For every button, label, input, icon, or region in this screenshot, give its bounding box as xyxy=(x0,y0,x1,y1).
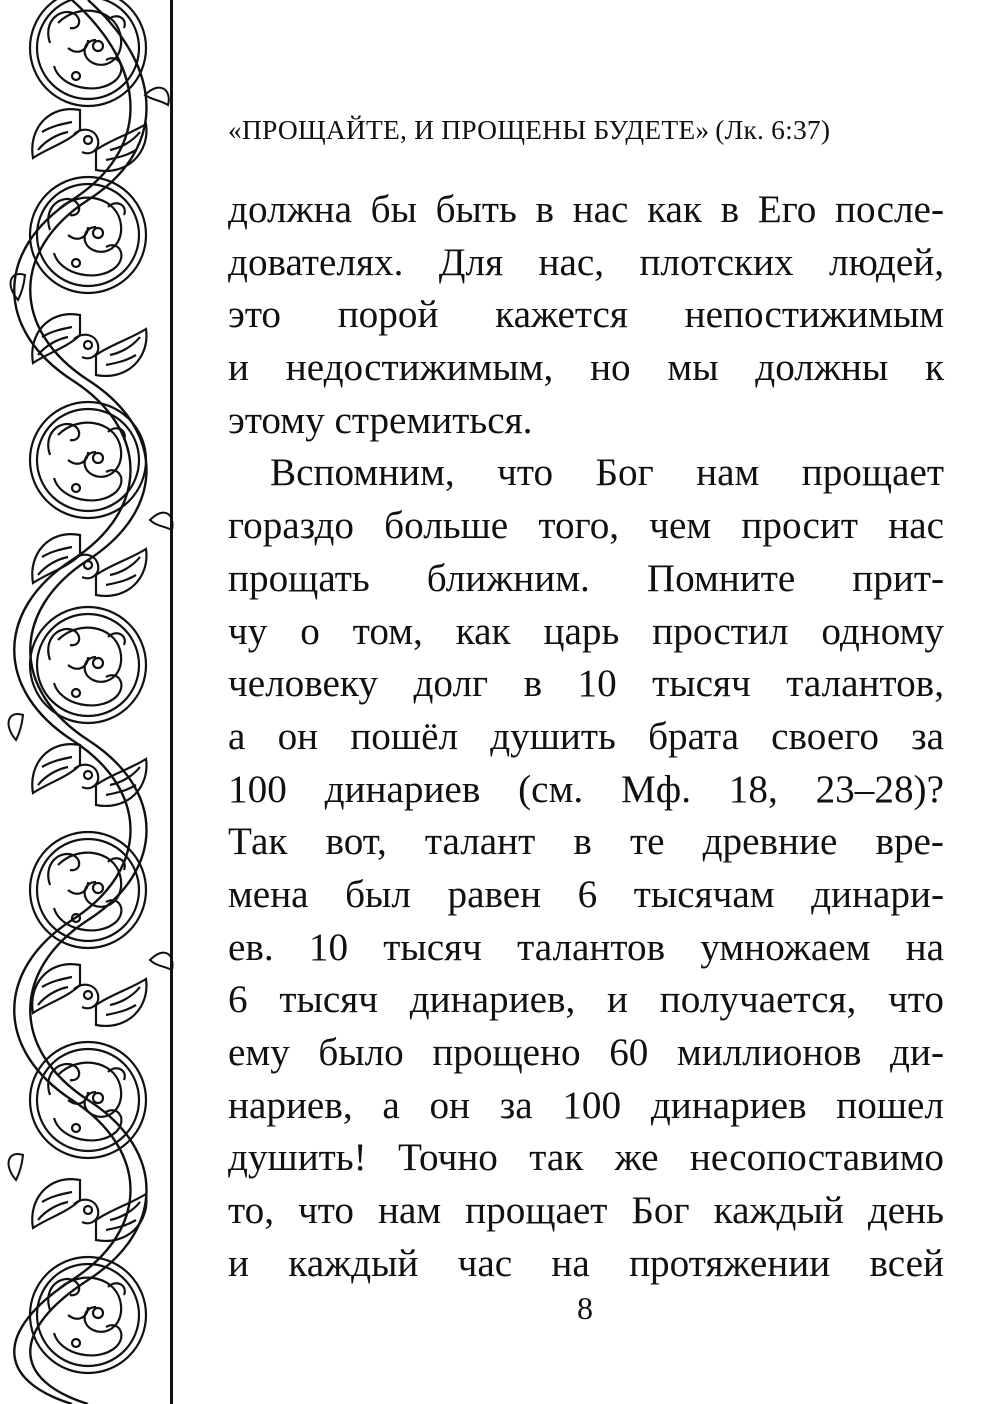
text-line: гораздо больше того, чем просит нас xyxy=(228,504,944,548)
text-line: человеку долг в 10 тысяч талантов, xyxy=(228,662,944,706)
text-line: 6 тысяч динариев, и получается, что xyxy=(228,978,944,1022)
running-header xyxy=(228,114,948,146)
body-text xyxy=(228,184,944,1290)
text-line: нариев, а он за 100 динариев пошел xyxy=(228,1083,944,1127)
text-line: душить! Точно так же несопоставимо xyxy=(228,1136,944,1180)
text-line: и каждый час на протяжении всей xyxy=(228,1241,944,1285)
text-line: и недостижимым, но мы должны к xyxy=(228,346,944,390)
header-reference: (Лк. 6:37) xyxy=(715,114,831,145)
text-line: прощать ближним. Помните прит- xyxy=(228,556,944,600)
text-line: ев. 10 тысяч талантов умножаем на xyxy=(228,925,944,969)
text-line: должна бы быть в нас как в Его после- xyxy=(228,188,944,231)
text-line: а он пошёл душить брата своего за xyxy=(228,714,944,758)
text-line: дователях. Для нас, плотских людей, xyxy=(228,240,944,284)
text-line: мена был равен 6 тысячам динари- xyxy=(228,872,944,916)
page-number: 8 xyxy=(577,1290,593,1326)
text-line: 100 динариев (см. Мф. 18, 23–28)? xyxy=(228,767,944,811)
ornamental-border xyxy=(0,0,180,1404)
header-title: «ПРОЩАЙТЕ, И ПРОЩЕНЫ БУДЕТЕ» xyxy=(228,114,710,145)
text-line: это порой кажется непостижимым xyxy=(228,293,944,337)
text-line: Вспомним, что Бог нам прощает xyxy=(270,451,944,495)
text-line: ему было прощено 60 миллионов ди- xyxy=(228,1031,944,1074)
text-line: чу о том, как царь простил одному xyxy=(228,609,944,653)
text-line: Так вот, талант в те древние вре- xyxy=(228,820,944,864)
text-line: этому стремиться. xyxy=(228,398,533,442)
text-line: то, что нам прощает Бог каждый день xyxy=(228,1189,944,1233)
